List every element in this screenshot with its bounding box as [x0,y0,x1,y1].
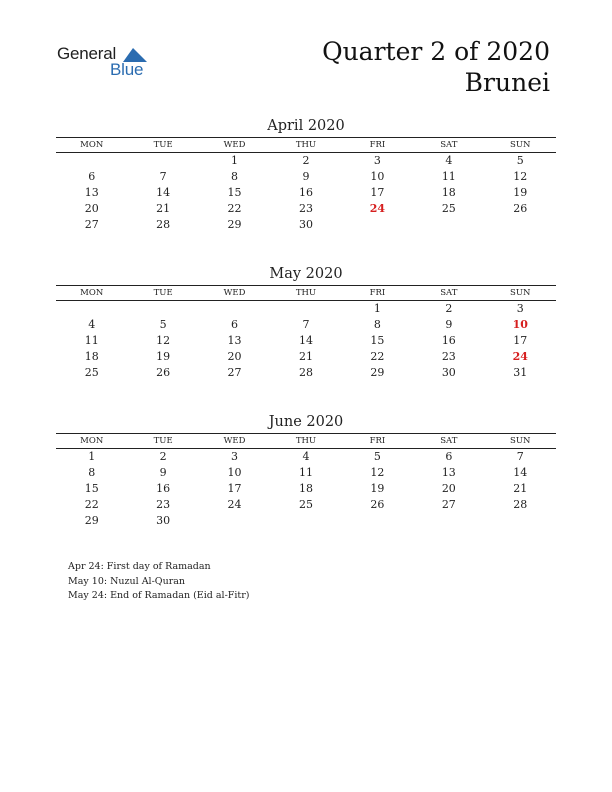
day-cell: 9 [159,466,167,480]
month-title: April 2020 [267,118,345,134]
day-cell: 25 [298,497,313,511]
weekday-header: TUE [127,434,198,449]
weekday-header: THU [270,286,341,301]
day-cell: 15 [370,333,385,347]
day-cell: 2 [159,450,167,464]
weekday-header: MON [56,138,127,153]
day-cell: 16 [441,333,456,347]
day-cell: 19 [370,481,385,495]
weekday-header: WED [199,138,270,153]
day-cell: 10 [227,466,242,480]
day-cell: 15 [84,481,99,495]
day-cell: 28 [156,217,171,231]
day-cell: 28 [513,497,528,511]
day-cell: 11 [84,333,99,347]
week-row [56,348,556,364]
day-cell: 5 [516,154,524,168]
month-title: May 2020 [269,266,343,282]
day-cell: 8 [88,466,96,480]
week-row [56,512,556,528]
day-cell: 23 [441,349,456,363]
day-cell: 1 [231,154,239,168]
day-cell: 18 [441,185,456,199]
holiday-day-cell: 24 [512,349,528,363]
day-cell: 20 [227,349,242,363]
weekday-header: FRI [342,434,413,449]
day-cell: 14 [513,466,528,480]
day-cell: 6 [445,450,453,464]
day-cell: 31 [513,365,528,379]
week-row [56,317,556,333]
weekday-header: FRI [342,138,413,153]
day-cell: 9 [445,318,453,332]
day-cell: 28 [298,365,313,379]
day-cell: 14 [156,185,171,199]
title-quarter: Quarter 2 of 2020 [322,37,550,66]
empty-day-cell [56,301,127,317]
empty-day-cell [199,512,270,528]
day-cell: 11 [441,170,456,184]
day-cell: 27 [441,497,456,511]
empty-day-cell [342,512,413,528]
day-cell: 12 [513,170,528,184]
weekday-header: THU [270,434,341,449]
weekday-header: FRI [342,286,413,301]
weekday-header: SUN [485,286,556,301]
empty-day-cell [199,301,270,317]
day-cell: 13 [441,466,456,480]
day-cell: 4 [302,450,310,464]
day-cell: 25 [84,365,99,379]
day-cell: 27 [227,365,242,379]
day-cell: 6 [231,318,239,332]
empty-day-cell [127,301,198,317]
weekday-header: MON [56,434,127,449]
day-cell: 17 [227,481,242,495]
month-may [56,264,556,380]
day-cell: 21 [513,481,528,495]
weekday-header: SAT [413,138,484,153]
week-row [56,364,556,380]
day-cell: 30 [441,365,456,379]
day-cell: 5 [159,318,167,332]
day-cell: 2 [445,302,453,316]
empty-day-cell [127,153,198,169]
day-cell: 14 [298,333,313,347]
holiday-day-cell: 10 [512,318,528,332]
weekday-header: TUE [127,138,198,153]
day-cell: 15 [227,185,242,199]
weekday-header: TUE [127,286,198,301]
week-row [56,216,556,232]
holiday-note: May 24: End of Ramadan (Eid al-Fitr) [68,590,250,601]
day-cell: 3 [373,154,381,168]
week-row [56,185,556,201]
day-cell: 19 [513,185,528,199]
day-cell: 10 [370,170,385,184]
day-cell: 2 [302,154,310,168]
empty-day-cell [413,216,484,232]
day-cell: 4 [88,318,96,332]
month-title: June 2020 [268,414,344,430]
day-cell: 29 [84,513,99,527]
day-cell: 20 [84,201,99,215]
logo-text-general: General [57,44,117,63]
weekday-header-row [56,434,556,449]
day-cell: 3 [516,302,524,316]
day-cell: 22 [84,497,99,511]
week-row [56,496,556,512]
empty-day-cell [270,512,341,528]
day-cell: 13 [84,185,99,199]
day-cell: 17 [370,185,385,199]
day-cell: 25 [441,201,456,215]
empty-day-cell [342,216,413,232]
day-cell: 16 [156,481,171,495]
day-cell: 8 [373,318,381,332]
day-cell: 19 [156,349,171,363]
day-cell: 1 [373,302,381,316]
day-cell: 30 [156,513,171,527]
weekday-header: WED [199,434,270,449]
holiday-day-cell: 24 [369,201,386,215]
day-cell: 18 [298,481,313,495]
day-cell: 23 [298,201,313,215]
empty-day-cell [56,153,127,169]
empty-day-cell [485,512,556,528]
day-cell: 9 [302,170,310,184]
week-row [56,169,556,185]
week-row [56,301,556,317]
month-june [56,412,556,528]
day-cell: 16 [298,185,313,199]
day-cell: 26 [513,201,528,215]
holiday-note: May 10: Nuzul Al-Quran [68,575,186,587]
day-cell: 23 [156,497,171,511]
weekday-header: SAT [413,434,484,449]
holiday-notes [68,560,249,604]
day-cell: 13 [227,333,242,347]
weekday-header: THU [270,138,341,153]
day-cell: 11 [298,466,313,480]
day-cell: 29 [227,217,242,231]
day-cell: 30 [298,217,313,231]
day-cell: 26 [370,497,385,511]
week-row [56,465,556,481]
day-cell: 18 [84,349,99,363]
weekday-header-row [56,286,556,301]
day-cell: 1 [88,450,96,464]
day-cell: 12 [156,333,171,347]
weekday-header: MON [56,286,127,301]
day-cell: 27 [84,217,99,231]
logo-text-blue: Blue [110,60,144,79]
week-row [56,481,556,497]
day-cell: 24 [227,497,242,511]
day-cell: 17 [513,333,528,347]
day-cell: 26 [156,365,171,379]
month-april [56,116,556,232]
calendar-table [56,433,556,528]
empty-day-cell [413,512,484,528]
day-cell: 20 [441,481,456,495]
day-cell: 22 [227,201,242,215]
day-cell: 3 [231,450,239,464]
week-row [56,153,556,169]
week-row [56,333,556,349]
calendar-table [56,137,556,232]
day-cell: 7 [159,170,167,184]
page-title [322,36,550,98]
day-cell: 7 [516,450,524,464]
empty-day-cell [270,301,341,317]
day-cell: 5 [373,450,381,464]
weekday-header: SUN [485,138,556,153]
calendar-table [56,285,556,380]
day-cell: 4 [445,154,453,168]
day-cell: 22 [370,349,385,363]
logo [57,42,157,82]
day-cell: 12 [370,466,385,480]
title-country: Brunei [464,68,550,97]
day-cell: 21 [156,201,171,215]
week-row [56,449,556,465]
day-cell: 6 [88,170,96,184]
day-cell: 8 [231,170,239,184]
empty-day-cell [485,216,556,232]
holiday-note: Apr 24: First day of Ramadan [68,561,211,572]
weekday-header-row [56,138,556,153]
weekday-header: WED [199,286,270,301]
day-cell: 21 [298,349,313,363]
day-cell: 7 [302,318,310,332]
weekday-header: SAT [413,286,484,301]
day-cell: 29 [370,365,385,379]
weekday-header: SUN [485,434,556,449]
week-row [56,200,556,216]
